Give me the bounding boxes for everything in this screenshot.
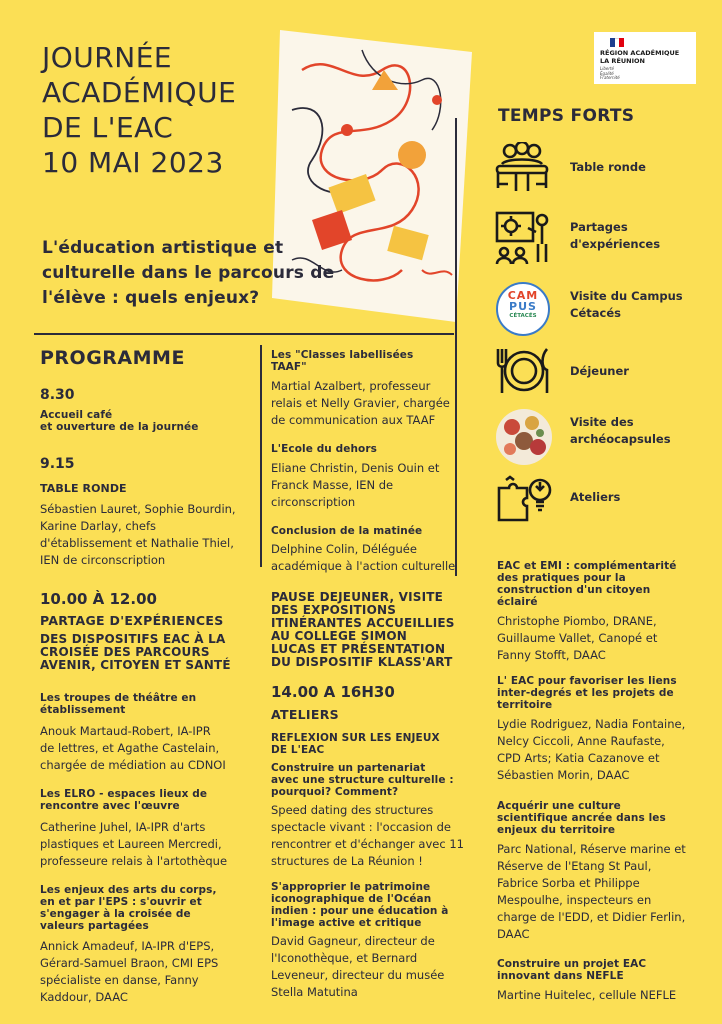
french-flag-icon [610, 38, 624, 47]
speaker-line: Sébastien Lauret, Sophie Bourdin, [40, 502, 236, 516]
speaker-line: circonscription [271, 495, 356, 509]
subtitle-line: culturelle dans le parcours de [42, 263, 335, 283]
temps-fort-label: d'expériences [570, 237, 661, 251]
session-subheading: AVENIR, CITOYEN ET SANTÉ [40, 658, 231, 672]
workshop-eps [40, 884, 218, 1006]
workshop-patrimoine [271, 881, 448, 1001]
workshop-title: S'approprier le patrimoine [271, 881, 431, 893]
campus-cetaces-logo [496, 282, 550, 336]
workshop-title: Les troupes de théâtre en [40, 692, 197, 704]
workshop-title: pourquoi? Comment? [271, 786, 399, 798]
session-heading: TABLE RONDE [40, 482, 127, 495]
workshop-ecole-dehors [271, 443, 439, 511]
speaker-line: structures de La Réunion ! [271, 854, 423, 868]
speaker-line: Martine Huitelec, cellule NEFLE [497, 988, 677, 1002]
subtitle [42, 236, 334, 311]
workshop-title: Construire un projet EAC [497, 958, 647, 970]
pause-line: ITINÉRANTES ACCUEILLIES [271, 616, 455, 630]
speaker-line: Speed dating des structures [271, 803, 434, 817]
temps-forts-heading: TEMPS FORTS [498, 106, 635, 126]
puzzle-bulb-icon [496, 474, 554, 524]
workshop-title: enjeux du territoire [497, 824, 616, 836]
speaker-line: chargée de médiation au CDNOI [40, 758, 226, 772]
workshop-title: Acquérir une culture [497, 800, 621, 812]
speaker-line: rencontrer et d'échanger avec 11 [271, 837, 464, 851]
speaker-line: CPD Arts; Katia Cazanove et [497, 751, 660, 765]
vertical-divider [260, 345, 262, 567]
speaker-line: plastiques et Laureen Mercredi, [40, 837, 222, 851]
round-table-icon [494, 142, 550, 196]
workshop-title: iconographique de l'Océan [271, 893, 432, 905]
speaker-line: Parc National, Réserve marine et [497, 842, 686, 856]
speaker-line: Christophe Piombo, DRANE, [497, 614, 657, 628]
session-915 [40, 456, 236, 569]
logo-motto: Fraternité [600, 75, 620, 80]
pause-line: PAUSE DEJEUNER, VISITE [271, 590, 444, 604]
workshop-theatre [40, 692, 226, 774]
session-1000 [40, 590, 231, 672]
pause-line: LUCAS ET PRÉSENTATION [271, 642, 446, 656]
speaker-line: Martial Azalbert, professeur [271, 379, 431, 393]
temps-fort-label: Table ronde [570, 160, 646, 174]
speaker-line: Kaddour, DAAC [40, 990, 128, 1004]
speaker-line: charge de l'EDD, et Didier Ferlin, [497, 910, 686, 924]
speaker-line: Réserve de l'Etang St Paul, [497, 859, 652, 873]
workshop-title: scientifique ancrée dans les [497, 812, 666, 824]
speaker-line: DAAC [497, 927, 530, 941]
speaker-line: Anouk Martaud-Robert, IA-IPR [40, 724, 211, 738]
session-title: et ouverture de la journée [40, 421, 199, 433]
speaker-line: l'Iconothèque, et Bernard [271, 951, 418, 965]
session-time: 8.30 [40, 387, 75, 403]
workshop-title: L' EAC pour favoriser les liens [497, 675, 677, 687]
workshop-title: avec une structure culturelle : [271, 774, 454, 786]
session-heading: ATELIERS [271, 707, 339, 722]
speaker-line: relais et Nelly Gravier, chargée [271, 396, 450, 410]
logo-text: RÉGION ACADÉMIQUE [600, 49, 680, 57]
temps-fort-label: Déjeuner [570, 364, 629, 378]
archeocapsule-icon [496, 409, 552, 465]
speaker-line: IEN de circonscription [40, 553, 166, 567]
speaker-line: d'établissement et Nathalie Thiel, [40, 536, 234, 550]
workshop-nefle [497, 958, 676, 1004]
session-time: 14.00 A 16H30 [271, 683, 395, 701]
logo-motto: Égalité [600, 70, 614, 76]
title-line: JOURNÉE [42, 41, 173, 74]
workshop-taaf [271, 349, 450, 429]
temps-fort-label: archéocapsules [570, 432, 671, 446]
speaker-line: Fabrice Sorba et Philippe [497, 876, 640, 890]
workshop-title: Conclusion de la matinée [271, 525, 423, 537]
workshop-title: innovant dans NEFLE [497, 970, 624, 982]
workshop-title: Les enjeux des arts du corps, [40, 884, 217, 896]
campus-logo-text: CÉTACÉS [509, 313, 537, 319]
temps-fort-label: Cétacés [570, 306, 621, 320]
workshop-inter-degres [497, 675, 685, 784]
workshop-title: TAAF" [271, 361, 307, 373]
pause-dejeuner [271, 591, 455, 669]
workshop-title: Les "Classes labellisées [271, 349, 414, 361]
title-line: ACADÉMIQUE [42, 76, 237, 109]
speaker-line: Lydie Rodriguez, Nadia Fontaine, [497, 717, 686, 731]
session-subheading: DE L'EAC [271, 744, 325, 756]
pause-line: DES EXPOSITIONS [271, 603, 397, 617]
workshop-title: inter-degrés et les projets de [497, 687, 674, 699]
presentation-icon [494, 210, 552, 266]
conclusion [271, 525, 455, 575]
speaker-line: de lettres, et Agathe Castelain, [40, 741, 220, 755]
speaker-line: Karine Darlay, chefs [40, 519, 157, 533]
workshop-title: rencontre avec l'œuvre [40, 800, 180, 812]
logo-text: LA RÉUNION [600, 57, 645, 65]
workshop-title: des pratiques pour la [497, 572, 626, 584]
programme-heading: PROGRAMME [40, 347, 185, 369]
speaker-line: Catherine Juhel, IA-IPR d'arts [40, 820, 206, 834]
subtitle-line: L'éducation artistique et [42, 238, 284, 258]
workshop-emi [497, 560, 676, 664]
speaker-line: Mespoulhe, inspecteurs en [497, 893, 652, 907]
campus-logo-text: PUS [509, 300, 537, 313]
workshop-title: établissement [40, 704, 126, 716]
workshop-title: Construire un partenariat [271, 762, 426, 774]
workshop-title: territoire [497, 699, 553, 711]
pause-line: DU DISPOSITIF KLASS'ART [271, 655, 453, 669]
workshop-title: s'engager à la croisée de [40, 908, 191, 920]
plate-cutlery-icon [495, 346, 553, 396]
workshop-partenariat [271, 762, 464, 870]
workshop-title: EAC et EMI : complémentarité [497, 560, 677, 572]
speaker-line: Gérard-Samuel Braon, CMI EPS [40, 956, 219, 970]
workshop-culture-scientifique [497, 800, 686, 943]
title-line: DE L'EAC [42, 111, 174, 144]
event-title [42, 40, 236, 180]
workshop-title: construction d'un citoyen [497, 584, 651, 596]
temps-fort-label: Visite des [570, 415, 634, 429]
workshop-title: indien : pour une éducation à [271, 905, 449, 917]
session-subheading: DES DISPOSITIFS EAC À LA [40, 632, 226, 646]
session-830 [40, 387, 199, 433]
speaker-line: spécialiste en danse, Fanny [40, 973, 199, 987]
speaker-line: Sébastien Morin, DAAC [497, 768, 630, 782]
speaker-line: de communication aux TAAF [271, 413, 436, 427]
temps-fort-label: Ateliers [570, 490, 621, 504]
workshop-elro [40, 788, 227, 870]
speaker-line: Guillaume Vallet, Canopé et [497, 631, 658, 645]
speaker-line: Leveneur, directeur du musée [271, 968, 445, 982]
region-academique-logo [594, 32, 696, 84]
session-heading: PARTAGE D'EXPÉRIENCES [40, 613, 224, 628]
logo-motto: Liberté [600, 66, 615, 71]
speaker-line: professeure relais à l'artothèque [40, 854, 228, 868]
session-time: 9.15 [40, 456, 75, 472]
speaker-line: Eliane Christin, Denis Ouin et [271, 461, 440, 475]
workshop-title: l'image active et critique [271, 917, 422, 929]
speaker-line: spectacle vivant : l'occasion de [271, 820, 451, 834]
subtitle-line: l'élève : quels enjeux? [42, 288, 260, 308]
workshop-title: valeurs partagées [40, 920, 149, 932]
session-title: Accueil café [40, 409, 113, 421]
session-1400 [271, 683, 440, 756]
session-subheading: REFLEXION SUR LES ENJEUX [271, 732, 440, 744]
speaker-line: académique à l'action culturelle [271, 559, 456, 573]
campus-logo-text: CAM [507, 289, 539, 302]
speaker-line: David Gagneur, directeur de [271, 934, 435, 948]
workshop-title: Les ELRO - espaces lieux de [40, 788, 208, 800]
temps-fort-label: Visite du Campus [570, 289, 683, 303]
workshop-title: éclairé [497, 596, 538, 608]
speaker-line: Fanny Stofft, DAAC [497, 648, 606, 662]
speaker-line: Nelcy Ciccoli, Anne Raufaste, [497, 734, 665, 748]
speaker-line: Delphine Colin, Déléguée [271, 542, 417, 556]
vertical-divider [455, 118, 457, 576]
session-time: 10.00 À 12.00 [40, 590, 157, 608]
horizontal-divider [34, 333, 454, 335]
title-line: 10 MAI 2023 [42, 146, 224, 179]
speaker-line: Franck Masse, IEN de [271, 478, 394, 492]
pause-line: AU COLLEGE SIMON [271, 629, 408, 643]
workshop-title: en et par l'EPS : s'ouvrir et [40, 896, 202, 908]
session-subheading: CROISÉE DES PARCOURS [40, 645, 210, 659]
speaker-line: Stella Matutina [271, 985, 358, 999]
temps-fort-label: Partages [570, 220, 628, 234]
workshop-title: L'Ecole du dehors [271, 443, 377, 455]
speaker-line: Annick Amadeuf, IA-IPR d'EPS, [40, 939, 215, 953]
